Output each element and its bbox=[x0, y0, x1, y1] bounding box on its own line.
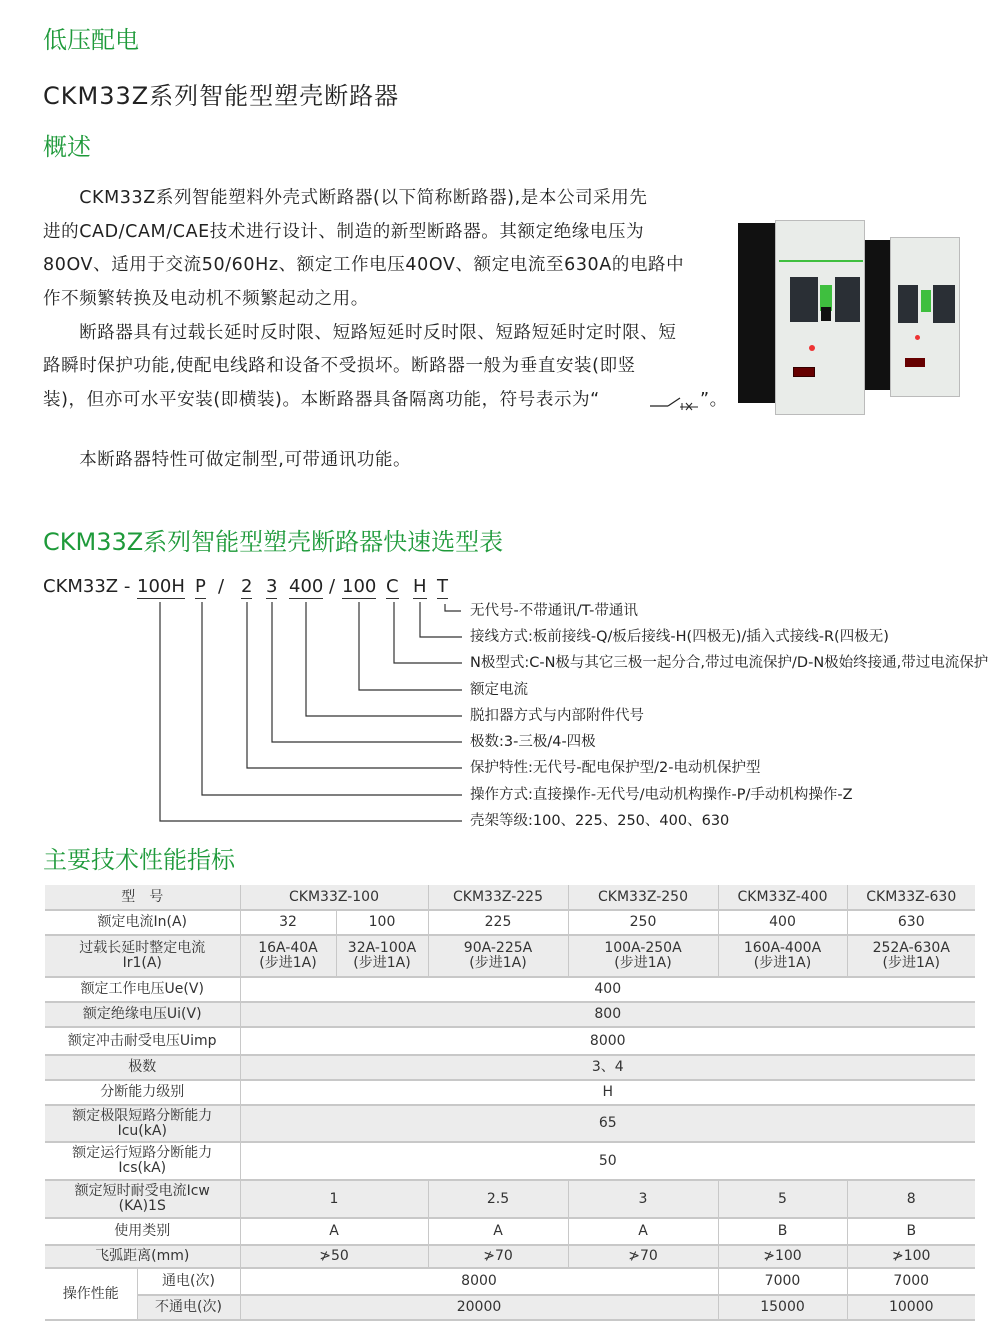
row-label: 通电(次) bbox=[137, 1268, 240, 1295]
cell: 400 bbox=[240, 977, 975, 1002]
row-label bbox=[45, 935, 240, 977]
header-cell: CKM33Z-100 bbox=[240, 885, 428, 910]
table-header-row bbox=[45, 885, 975, 910]
cell: 800 bbox=[240, 1002, 975, 1027]
header-cell: CKM33Z-250 bbox=[568, 885, 718, 910]
leader-line bbox=[160, 602, 462, 821]
cell: 250 bbox=[568, 910, 718, 935]
row-group-label: 操作性能 bbox=[45, 1268, 137, 1320]
overview-heading: 概述 bbox=[43, 133, 91, 161]
row-label: 分断能力级别 bbox=[45, 1080, 240, 1105]
cell: 20000 bbox=[240, 1295, 718, 1320]
row-label: 额定电流In(A) bbox=[45, 910, 240, 935]
code-current: 100 bbox=[342, 576, 377, 597]
code-label: 壳架等级:100、225、250、400、630 bbox=[470, 813, 730, 829]
label-line: 过载长延时整定电流 bbox=[79, 940, 206, 956]
cell: 8000 bbox=[240, 1027, 975, 1055]
cell: B bbox=[847, 1218, 975, 1245]
label-line: (KA)1S bbox=[118, 1198, 166, 1214]
leader-line bbox=[272, 602, 462, 742]
label-line: Icu(kA) bbox=[117, 1122, 167, 1139]
code-slash: / bbox=[218, 576, 225, 597]
leader-line bbox=[359, 602, 462, 690]
header-cell: CKM33Z-225 bbox=[428, 885, 568, 910]
cell-line: 160A-400A bbox=[743, 940, 822, 956]
table-row bbox=[45, 1080, 975, 1105]
table-row bbox=[45, 1218, 975, 1245]
table-row bbox=[45, 1180, 975, 1218]
table-row bbox=[45, 977, 975, 1002]
cell: 8 bbox=[847, 1180, 975, 1218]
cell bbox=[847, 935, 975, 977]
cell: 100 bbox=[336, 910, 428, 935]
cell-line: 100A-250A bbox=[604, 940, 682, 956]
cell-line: 32A-100A bbox=[347, 940, 417, 956]
table-row bbox=[45, 1105, 975, 1142]
cell bbox=[718, 935, 847, 977]
code-label: 脱扣器方式与内部附件代号 bbox=[470, 708, 644, 724]
leader-line bbox=[306, 602, 462, 716]
leader-line bbox=[445, 604, 461, 611]
row-label: 飞弧距离(mm) bbox=[45, 1245, 240, 1268]
code-label: 接线方式:板前接线-Q/板后接线-H(四极无)/插入式接线-R(四极无) bbox=[470, 629, 889, 645]
cell-line: (步进1A) bbox=[614, 955, 672, 971]
cell: 3、4 bbox=[240, 1055, 975, 1080]
row-label: 不通电(次) bbox=[137, 1295, 240, 1320]
code-label: 极数:3-三极/4-四极 bbox=[470, 734, 596, 750]
row-label: 极数 bbox=[45, 1055, 240, 1080]
cell: 400 bbox=[718, 910, 847, 935]
cell: ≯70 bbox=[568, 1245, 718, 1268]
code-label: 操作方式:直接操作-无代号/电动机构操作-P/手动机构操作-Z bbox=[470, 787, 853, 803]
cell: B bbox=[718, 1218, 847, 1245]
overview-line-end: ”。 bbox=[700, 390, 728, 410]
header-cell: CKM33Z-400 bbox=[718, 885, 847, 910]
code-label: 保护特性:无代号-配电保护型/2-电动机保护型 bbox=[470, 760, 761, 776]
cell: 1 bbox=[240, 1180, 428, 1218]
label-line: Ir1(A) bbox=[122, 955, 162, 971]
table-row bbox=[45, 1268, 975, 1295]
table-row bbox=[45, 1142, 975, 1180]
cell: ≯70 bbox=[428, 1245, 568, 1268]
label-line: 额定运行短路分断能力 bbox=[72, 1145, 213, 1161]
cell-line: 16A-40A bbox=[258, 940, 318, 956]
table-row bbox=[45, 1055, 975, 1080]
row-label bbox=[45, 1142, 240, 1180]
row-label bbox=[45, 1180, 240, 1218]
selection-heading: CKM33Z系列智能型塑壳断路器快速选型表 bbox=[43, 528, 504, 556]
table-row bbox=[45, 935, 975, 977]
overview-line: 路瞬时保护功能,使配电线路和设备不受损坏。断路器一般为垂直安装(即竖 bbox=[43, 356, 636, 376]
label-line: 额定短时耐受电流Icw bbox=[74, 1183, 210, 1199]
cell-line: 90A-225A bbox=[463, 940, 533, 956]
cell-line: (步进1A) bbox=[882, 955, 940, 971]
cell: 630 bbox=[847, 910, 975, 935]
code-n-pole: C bbox=[386, 576, 399, 597]
row-label: 额定工作电压Ue(V) bbox=[45, 977, 240, 1002]
code-operation: P bbox=[195, 576, 206, 597]
cell: 225 bbox=[428, 910, 568, 935]
code-label: 无代号-不带通讯/T-带通讯 bbox=[470, 603, 638, 619]
row-label: 使用类别 bbox=[45, 1218, 240, 1245]
code-comm: T bbox=[437, 576, 448, 597]
cell bbox=[336, 935, 428, 977]
code-slash: / bbox=[329, 576, 336, 597]
code-prefix: CKM33Z - bbox=[43, 576, 131, 597]
table-row bbox=[45, 1002, 975, 1027]
cell: A bbox=[428, 1218, 568, 1245]
cell: 32 bbox=[240, 910, 336, 935]
row-label: 额定冲击耐受电压Uimp bbox=[45, 1027, 240, 1055]
cell: A bbox=[240, 1218, 428, 1245]
cell-line: (步进1A) bbox=[353, 955, 411, 971]
label-line: Ics(kA) bbox=[118, 1160, 167, 1176]
code-poles: 3 bbox=[266, 576, 278, 597]
overview-line: 作不频繁转换及电动机不频繁起动之用。 bbox=[43, 289, 369, 309]
leader-line bbox=[247, 602, 462, 768]
cell: 65 bbox=[240, 1105, 975, 1142]
code-label: 额定电流 bbox=[470, 682, 528, 698]
cell: 15000 bbox=[718, 1295, 847, 1320]
cell: H bbox=[240, 1080, 975, 1105]
cell: ≯50 bbox=[240, 1245, 428, 1268]
overview-line: CKM33Z系列智能塑料外壳式断路器(以下简称断路器),是本公司采用先 bbox=[43, 188, 648, 208]
specs-heading: 主要技术性能指标 bbox=[43, 846, 235, 874]
cell: 8000 bbox=[240, 1268, 718, 1295]
cell-line: (步进1A) bbox=[469, 955, 527, 971]
category-heading: 低压配电 bbox=[43, 26, 139, 54]
code-wiring: H bbox=[413, 576, 427, 597]
table-row bbox=[45, 1245, 975, 1268]
cell-line: (步进1A) bbox=[259, 955, 317, 971]
row-label: 额定绝缘电压Ui(V) bbox=[45, 1002, 240, 1027]
cell: 10000 bbox=[847, 1295, 975, 1320]
overview-extra: 本断路器特性可做定制型,可带通讯功能。 bbox=[43, 450, 412, 470]
cell: ≯100 bbox=[847, 1245, 975, 1268]
code-release: 400 bbox=[289, 576, 324, 597]
overview-line: 装)，但亦可水平安装(即横装)。本断路器具备隔离功能，符号表示为“ bbox=[43, 390, 600, 410]
cell bbox=[428, 935, 568, 977]
cell bbox=[240, 935, 336, 977]
cell: 5 bbox=[718, 1180, 847, 1218]
leader-line bbox=[202, 602, 462, 795]
header-cell: 型 号 bbox=[45, 885, 240, 910]
cell: ≯100 bbox=[718, 1245, 847, 1268]
table-row bbox=[45, 1027, 975, 1055]
label-line: 额定极限短路分断能力 bbox=[72, 1107, 213, 1124]
header-cell: CKM33Z-630 bbox=[847, 885, 975, 910]
overview-line: 断路器具有过载长延时反时限、短路短延时反时限、短路短延时定时限、短 bbox=[43, 323, 677, 343]
row-label bbox=[45, 1105, 240, 1142]
cell-line: 252A-630A bbox=[872, 940, 950, 956]
specs-table bbox=[45, 885, 975, 1321]
product-title: CKM33Z系列智能型塑壳断路器 bbox=[43, 82, 400, 110]
cell: 2.5 bbox=[428, 1180, 568, 1218]
cell bbox=[568, 935, 718, 977]
code-frame: 100H bbox=[137, 576, 185, 597]
overview-line: 80OV、适用于交流50/60Hz、额定工作电压40OV、额定电流至630A的电路中 bbox=[43, 255, 685, 275]
code-protection: 2 bbox=[241, 576, 253, 597]
table-row bbox=[45, 910, 975, 935]
leader-line bbox=[420, 602, 462, 637]
code-label: N极型式:C-N极与其它三极一起分合,带过电流保护/D-N极始终接通,带过电流保护 bbox=[470, 655, 989, 671]
cell-line: (步进1A) bbox=[753, 955, 812, 971]
cell: A bbox=[568, 1218, 718, 1245]
cell: 50 bbox=[240, 1142, 975, 1180]
table-row bbox=[45, 1295, 975, 1320]
overview-line: 进的CAD/CAM/CAE技术进行设计、制造的新型断路器。其额定绝缘电压为 bbox=[43, 222, 645, 242]
cell: 3 bbox=[568, 1180, 718, 1218]
cell: 7000 bbox=[718, 1268, 847, 1295]
cell: 7000 bbox=[847, 1268, 975, 1295]
